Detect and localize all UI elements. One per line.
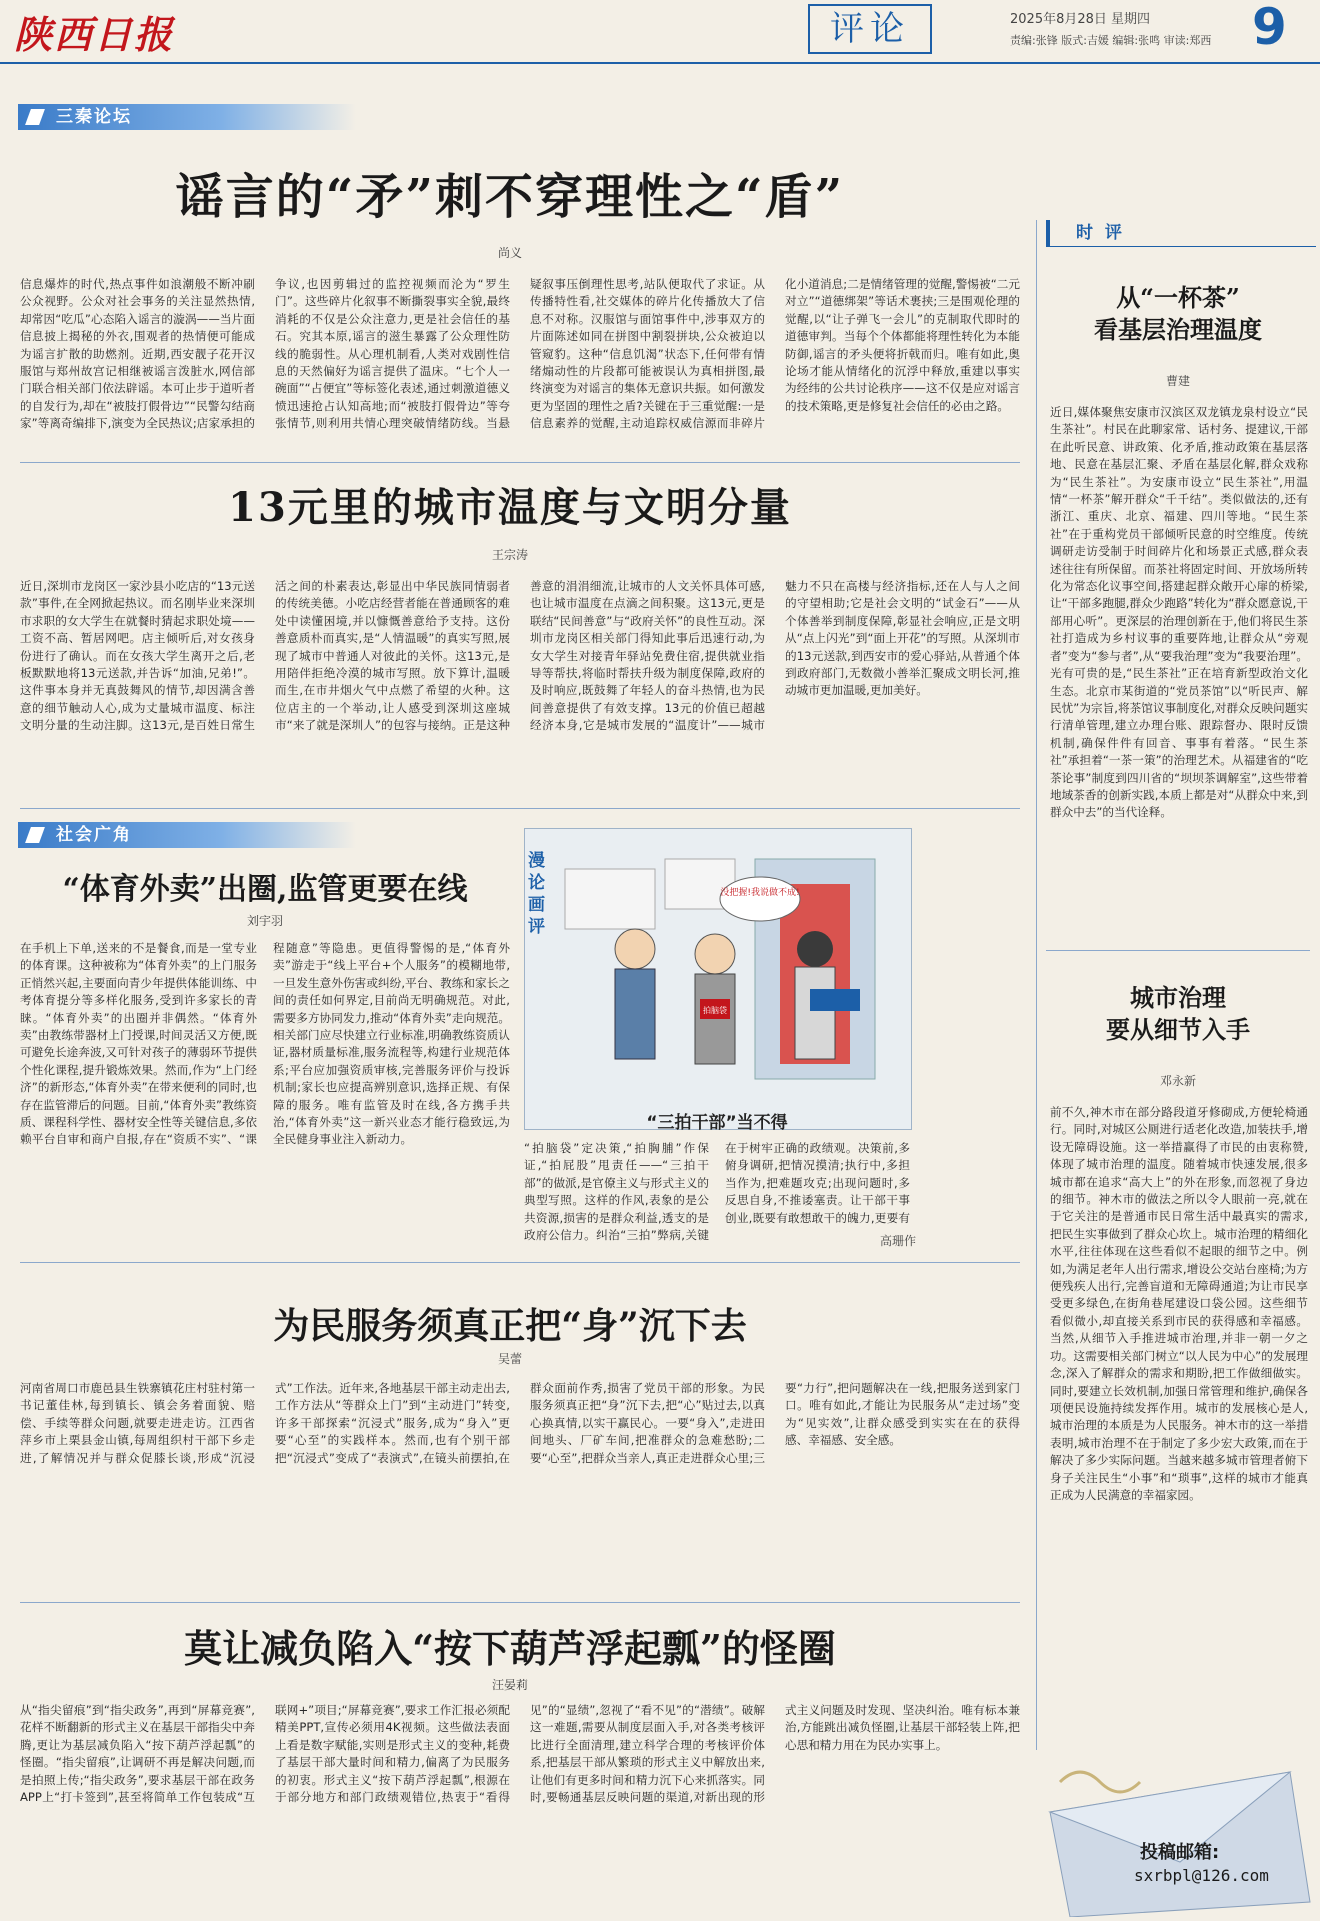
article3-title: “体育外卖”出圈,监管更要在线 bbox=[62, 872, 468, 907]
divider bbox=[20, 808, 1020, 809]
column-tag-manhua: 漫论画评 bbox=[528, 851, 545, 937]
mailbox-illustration bbox=[1030, 1752, 1320, 1917]
article1-body: 信息爆炸的时代,热点事件如浪潮般不断冲刷公众视野。公众对社会事务的关注显然热情,却常因“吃瓜”心态陷入谣言的漩涡——当片面信息披上揭秘的外衣,围观者的热情便可能成为谣言扩散的助燃剂。近期,西安靓子花开汉服馆与郑州故宫记相继被谣言泼脏水,网信部门联合相关部门依法辟谣。本可止步于道听者的自发行为,却在“被肢打假骨边”“民警勾结商家”等离奇编排下,演变为全民热议;店家承担的争议,也因剪辑过的监控视频而沦为“罗生门”。这些碎片化叙事不断撕裂事实全貌,最终消耗的不仅是公众注意力,更是社会信任的基石。究其本原,谣言的滋生暴露了公众理性防线的脆弱性。从心理机制看,人类对戏剧性信息的天然偏好为谣言提供了温床。“七个人一碗面”“占便宜”等标签化表述,通过刺激道德义愤迅速抢占认知高地;而“被肢打假骨边”等夸张情节,则利用共情心理突破情绪防线。当悬疑叙事压倒理性思考,站队便取代了求证。从传播特性看,社交媒体的碎片化传播放大了信息不对称。汉服馆与面馆事件中,涉事双方的片面陈述如同在拼图中割裂拼块,公众被迫以管窥豹。这种“信息饥渴”状态下,任何带有情绪煽动性的片段都可能被误认为真相拼图,最终演变为对谣言的集体无意识共振。如何激发更为坚固的理性之盾?关键在于三重觉醒:一是信息素养的觉醒,主动追踪权威信源而非碎片化小道消息;二是情绪管理的觉醒,警惕被“二元对立”“道德绑架”等话术裹挟;三是围观伦理的觉醒,以“让子弹飞一会儿”的克制取代即时的道德审判。当每个个体都能将理性转化为本能防御,谣言的矛头便将折戟而归。唯有如此,奥论场才能从情绪化的沉浮中释放,重建以事实为经纬的公共讨论秩序——这不仅是应对谣言的技术策略,更是修复社会信任的必由之路。 bbox=[20, 277, 1020, 431]
mailbox-label: 投稿邮箱: bbox=[1140, 1842, 1220, 1863]
article5-body: 从“指尖留痕”到“指尖政务”,再到“屏幕竞赛”,花样不断翻新的形式主义在基层干部指尖中奔腾,更让为基层减负陷入“按下葫芦浮起瓢”的怪圈。“指尖留痕”,让调研不再是解决问题,而是拍照上传;“指尖政务”,要求基层干部在政务APP上“打卡签到”,甚至将简单工作包装成“互联网+”项目;“屏幕竞赛”,要求工作汇报必须配精美PPT,宣传必须用4K视频。这些做法表面上看是数字赋能,实则是形式主义的变种,耗费了基层干部大量时间和精力,偏离了为民服务的初衷。形式主义“按下葫芦浮起瓢”,根源在于部分地方和部门政绩观错位,热衷于“看得见”的“显绩”,忽视了“看不见”的“潜绩”。破解这一难题,需要从制度层面入手,对各类考核评比进行全面清理,建立科学合理的考核评价体系,把基层干部从繁琐的形式主义中解放出来,让他们有更多时间和精力沉下心来抓落实。同时,要畅通基层反映问题的渠道,对新出现的形式主义问题及时发现、坚决纠治。唯有标本兼治,方能跳出减负怪圈,让基层干部轻装上阵,把心思和精力用在为民办实事上。 bbox=[20, 1703, 1020, 1805]
masthead-rule bbox=[0, 62, 1320, 64]
divider bbox=[20, 462, 1020, 463]
article1-author: 尚义 bbox=[497, 246, 522, 260]
cartoon-artist: 高珊作 bbox=[880, 1234, 917, 1248]
newspaper-logo: 陕西日报 bbox=[14, 12, 175, 57]
article2-body: 近日,深圳市龙岗区一家沙县小吃店的“13元送款”事件,在全网掀起热议。而名刚毕业来深圳市求职的女大学生在就餐时猜起求职处境——工资不高、暂居网吧。店主倾听后,对女孩身份进行了确认。而在女孩大学生离开之后,老板默默地将13元送款,并告诉“加油,兄弟!”。这件事本身并无真鼓舞风的情节,却因满含善意的细节触动人心,成为丈量城市温度、标注文明分量的生动注脚。这13元,是百姓日常生活之间的朴素表达,彰显出中华民族同情弱者的传统美德。小吃店经营者能在普通顾客的难处中读懂困境,并以慷慨善意给予支持。这份善意质朴而真实,是“人情温暖”的真实写照,展现了城市中普通人对彼此的关怀。这13元,是用陪伴拒绝冷漠的城市写照。放下算计,温暖而生,在市井烟火气中点燃了希望的火种。这位店主的一个举动,让人感受到深圳这座城市“来了就是深圳人”的包容与接纳。正是这种善意的涓涓细流,让城市的人文关怀具体可感,也让城市温度在点滴之间积聚。这13元,更是联结“民间善意”与“政府关怀”的良性互动。深圳市龙岗区相关部门得知此事后迅速行动,为女大学生对接青年驿站免费住宿,提供就业指导等帮扶,将临时帮扶升级为制度保障,政府的及时响应,既鼓舞了年轻人的奋斗热情,也为民间善意提供了有效支撑。13元的价值已超越经济本身,它是城市发展的“温度计”——城市魅力不只在高楼与经济指标,还在人与人之间的守望相助;它是社会文明的“试金石”——从个体善举到制度保障,彰显社会响应,正是文明从“点上闪光”到“面上开花”的写照。从深圳市的13元送款,到西安市的爱心驿站,从普通个体到政府部门,无数微小善举汇聚成文明长河,推动城市更加温暖,更加美好。 bbox=[20, 579, 1020, 733]
article3-body: 在手机上下单,送来的不是餐食,而是一堂专业的体育课。这种被称为“体育外卖”的上门服务正悄然兴起,主要面向青少年提供体能训练、中考体育提分等多样化服务,受到许多家长的青睐。“体育外卖”的出圈并非偶然。“体育外卖”由教练带器材上门授课,时间灵活又方便,既可避免长途奔波,又可针对孩子的薄弱环节提供个性化课程,提升锻炼效果。然而,作为“上门经济”的新形态,“体育外卖”在带来便利的同时,也存在监管滞后的问题。目前,“体育外卖”教练资质、课程科学性、器材安全性等关键信息,多依赖平台自审和商户自报,存在“资质不实”、“课程随意”等隐患。更值得警惕的是,“体育外卖”游走于“线上平台+个人服务”的模糊地带,一旦发生意外伤害或纠纷,平台、教练和家长之间的责任如何界定,目前尚无明确规范。对此,需要多方协同发力,推动“体育外卖”走向规范。相关部门应尽快建立行业标准,明确教练资质认证,器材质量标准,服务流程等,构建行业规范体系;平台应加强资质审核,完善服务评价与投诉机制;家长也应提高辨别意识,选择正规、有保障的服务。唯有监管及时在线,各方携手共治,“体育外卖”这一新兴业态才能行稳致远,为全民健身事业注入新动力。 bbox=[20, 941, 510, 1147]
article2-author: 王宗涛 bbox=[491, 548, 528, 562]
page-number: 9 bbox=[1252, 0, 1287, 56]
cartoon-illustration bbox=[525, 829, 911, 1129]
column-divider bbox=[1036, 220, 1037, 1750]
cartoon-panel bbox=[524, 828, 912, 1130]
article4-body: 河南省周口市鹿邑县生铁寨镇花庄村驻村第一书记董佳林,每到镇长、镇会务着面貌、赔偿、手续等群众问题,就要走进走访。江西省萍乡市上栗县金山镇,每周组织村干部下乡走进,了解情况并与群众促膝长谈,形成“沉浸式”工作法。近年来,各地基层干部主动走出去,工作方法从“等群众上门”到“主动进门”转变,许多干部探索“沉浸式”服务,成为“身入”更要“心至”的实践样本。然而,也有个别干部把“沉浸式”变成了“表演式”,在镜头前摆拍,在群众面前作秀,损害了党员干部的形象。为民服务须真正把“身”沉下去,把“心”贴过去,以真心换真情,以实干赢民心。一要“身入”,走进田间地头、厂矿车间,把准群众的急难愁盼;二要“心至”,把群众当亲人,真正走进群众心里;三要“力行”,把问题解决在一线,把服务送到家门口。唯有如此,才能让为民服务从“走过场”变为“见实效”,让群众感受到实实在在的获得感、幸福感、安全感。 bbox=[20, 1381, 1020, 1465]
side1-title-line1: 从“一杯茶” bbox=[1116, 283, 1240, 312]
section-title: 评论 bbox=[808, 4, 932, 54]
divider bbox=[1046, 950, 1310, 951]
article5-title: 莫让减负陷入“按下葫芦浮起瓢”的怪圈 bbox=[184, 1626, 836, 1671]
side2-title-line2: 要从细节入手 bbox=[1106, 1015, 1250, 1044]
side1-author: 曹建 bbox=[1165, 374, 1190, 388]
article2-title: 13元里的城市温度与文明分量 bbox=[228, 484, 792, 531]
side2-author: 邓永新 bbox=[1159, 1074, 1196, 1088]
cartoon-badge: 拍脑袋 bbox=[703, 1006, 727, 1015]
article4-author: 吴蕾 bbox=[497, 1352, 522, 1366]
side2-body: 前不久,神木市在部分路段道牙修砌成,方便轮椅通行。同时,对城区公厕进行适老化改造,加装扶手,增设无障碍设施。这一举措赢得了市民的由衷称赞,体现了城市治理的温度。随着城市快速发展,很多城市都在追求“高大上”的外在形象,而忽视了身边的细节。神木市的做法之所以令人眼前一亮,就在于它关注的是普通市民日常生活中最真实的需求,把民生实事做到了群众心坎上。城市治理的精细化水平,往往体现在这些看似不起眼的细节之中。例如,为满足老年人出行需求,增设公交站台座椅;为方便残疾人出行,完善盲道和无障碍通道;为让市民享受更多绿色,在街角巷尾建设口袋公园。这些细节看似微小,却直接关系到市民的获得感和幸福感。当然,从细节入手推进城市治理,并非一朝一夕之功。这需要相关部门树立“以人民为中心”的发展理念,深入了解群众的需求和期盼,把工作做细做实。同时,要建立长效机制,加强日常管理和维护,确保各项便民设施持续发挥作用。城市的发展核心是人,城市治理的本质是为人民服务。神木市的这一举措表明,城市治理不在于制定了多少宏大政策,而在于解决了多少实际问题。当越来越多城市管理者俯下身子关注民生“小事”和“琐事”,这样的城市才能真正成为人民满意的幸福家园。 bbox=[1050, 1105, 1308, 1502]
divider bbox=[20, 1262, 1020, 1263]
mailbox-address[interactable]: sxrbpl@126.com bbox=[1134, 1866, 1269, 1885]
article3-author: 刘宇羽 bbox=[246, 914, 283, 928]
side1-body: 近日,媒体聚焦安康市汉滨区双龙镇龙泉村设立“民生茶社”。村民在此聊家常、话村务、提建议,干部在此听民意、讲政策、化矛盾,推动政策在基层落地、民意在基层汇聚、矛盾在基层化解,群众戏称为“民生茶社”。为安康市设立“民生茶社”,用温情“一杯茶”解开群众“千千结”。类似做法的,还有浙江、重庆、北京、福建、四川等地。“民生茶社”在于重构党员干部倾听民意的时空维度。传统调研走访受制于时间碎片化和场景正式感,群众表述往往有所保留。而茶社将固定时间、开放场所转化为常态化议事空间,搭建起群众敞开心扉的桥梁,让“干部多跑腿,群众少跑路”转化为“群众愿意说,干部用心听”。更深层的治理创新在于,他们将民生茶社打造成为乡村议事的重要阵地,让群众从“旁观者”变为“参与者”,从“要我治理”变为“我要治理”。光有可贵的是,“民生茶社”正在培育新型政治文化生态。北京市某街道的“党员茶馆”以“听民声、解民忧”为宗旨,将茶馆议事制度化,对群众反映问题实行清单管理,建立办理台账、跟踪督办、限时反馈机制,确保件件有回音、事事有着落。“民生茶社”承担着“一茶一策”的治理艺术。从福建省的“吃茶论事”制度到四川省的“坝坝茶调解室”,这些带着地域茶香的创新实践,本质上都是对“从群众中来,到群众中去”的当代诠释。 bbox=[1050, 405, 1308, 820]
article5-author: 汪晏莉 bbox=[491, 1678, 528, 1692]
envelope-icon bbox=[1030, 1752, 1320, 1917]
column-tag-shiping: 时 评 bbox=[1046, 220, 1316, 247]
column-tag-shehui: 社会广角 bbox=[18, 822, 356, 848]
side1-title-line2: 看基层治理温度 bbox=[1094, 315, 1262, 344]
article4-title: 为民服务须真正把“身”沉下去 bbox=[273, 1305, 747, 1347]
cartoon-speech-bubble: 没把握!我说做不成! bbox=[720, 888, 800, 898]
cartoon-commentary: “拍脑袋”定决策,“拍胸脯”作保证,“拍屁股”甩责任——“三拍干部”的做派,是官僚主义与形式主义的典型写照。这样的作风,表象的是公共资源,损害的是群众利益,透支的是政府公信力。纠治“三拍”弊病,关键在于树牢正确的政绩观。决策前,多俯身调研,把情况摸清;执行中,多担当作为,把难题攻克;出现问题时,多反思自身,不推诿塞责。让干部干事创业,既要有敢想敢干的魄力,更要有 bbox=[524, 1141, 910, 1243]
side2-title-line1: 城市治理 bbox=[1130, 983, 1226, 1012]
article1-title: 谣言的“矛”刺不穿理性之“盾” bbox=[175, 169, 845, 225]
divider bbox=[20, 1602, 1020, 1603]
issue-date: 2025年8月28日 星期四 bbox=[1010, 12, 1151, 27]
cartoon-title: “三拍干部”当不得 bbox=[646, 1113, 788, 1133]
column-tag-sanqin: 三秦论坛 bbox=[18, 104, 356, 130]
editors-line: 责编:张锋 版式:吉媛 编辑:张鸣 审读:郑西 bbox=[1010, 34, 1212, 47]
